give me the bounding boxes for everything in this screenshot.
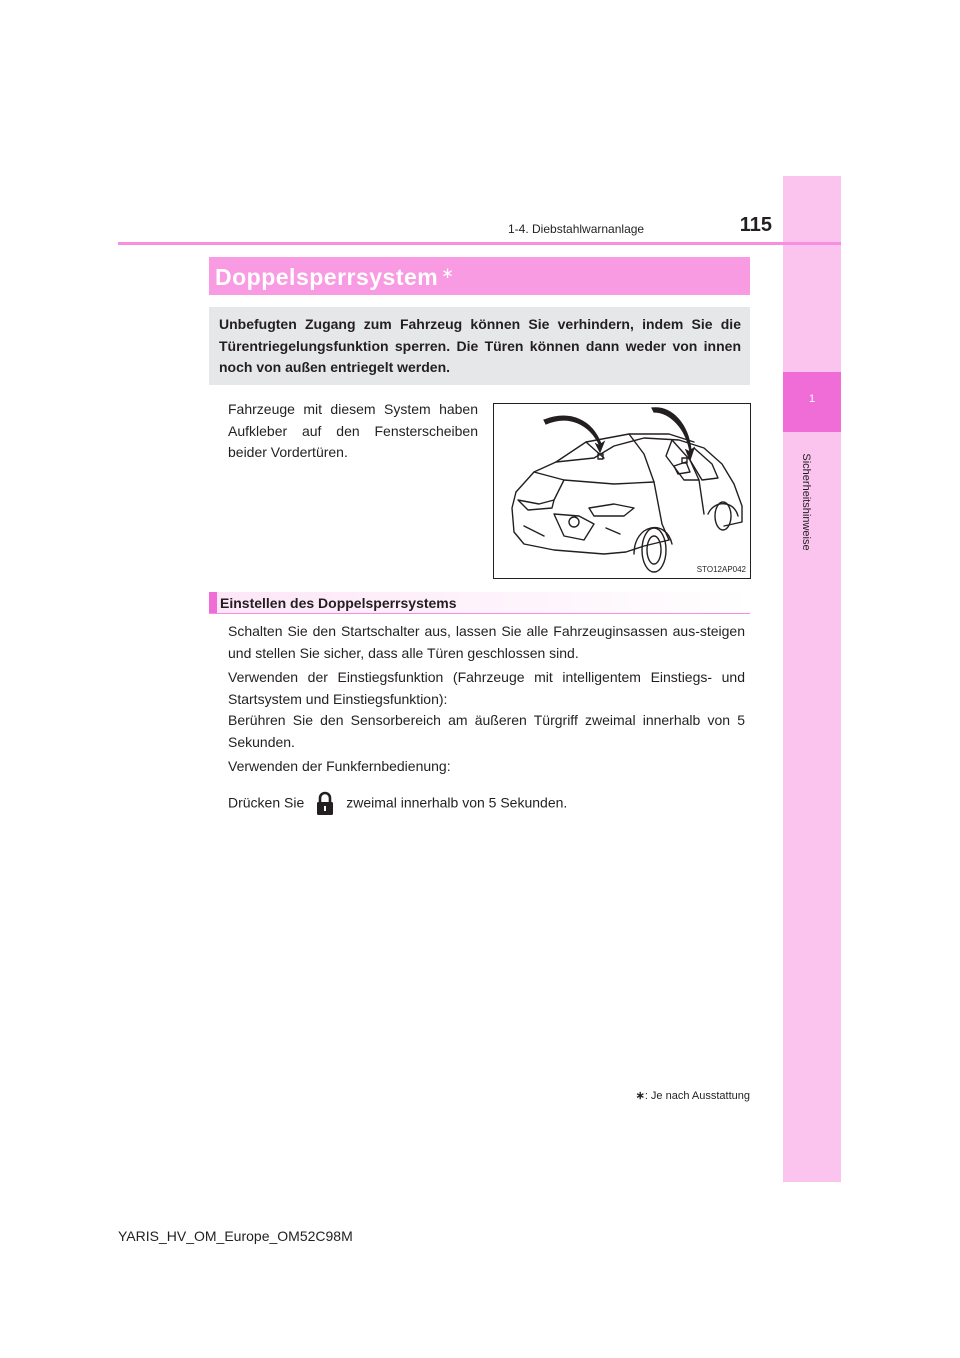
chapter-label: Sicherheitshinweise: [800, 453, 812, 551]
optional-marker: ∗: [441, 265, 455, 282]
page-number: 115: [739, 214, 772, 236]
footnote: [560, 1089, 750, 1102]
page-title: [215, 264, 454, 291]
footnote-marker: ∗: [635, 1090, 645, 1102]
chapter-number: 1: [808, 393, 816, 405]
section-header: 1-4. Diebstahlwarnanlage: [508, 222, 645, 236]
step-3-after: zweimal innerhalb von 5 Sekunden.: [346, 794, 568, 811]
sticker-note: Fahrzeuge mit diesem System haben Aufkleber auf den Fensterscheiben beider Vordertüren.: [228, 401, 478, 460]
subheading-rule: [209, 613, 750, 614]
footnote-text: : Je nach Ausstattung: [644, 1090, 750, 1102]
step-1-text: Schalten Sie den Startschalter aus, lassen Sie alle Fahrzeuginsassen aus-steigen und stellen Sie sicher, dass alle Türen geschlossen sind.: [228, 623, 745, 661]
header-divider: [118, 242, 841, 245]
page-title-text: Doppelsperrsystem: [215, 264, 439, 290]
subheading: Einstellen des Doppelsperrsystems: [220, 595, 457, 611]
car-drawing: [494, 404, 750, 578]
step-3-before: Drücken Sie: [228, 794, 305, 811]
step-2-text: Verwenden der Einstiegsfunktion (Fahrzeuge mit intelligentem Einstiegs- und Startsystem und Einstiegsfunktion): Berühren Sie den Sensorbereich am äußeren Türgriff zweimal innerhalb von 5 Sekunden.: [228, 669, 745, 750]
lock-icon: [312, 790, 338, 818]
chapter-sidebar: [783, 176, 841, 1182]
step-3-text: [228, 790, 745, 818]
subheading-bar: [209, 592, 217, 614]
vehicle-illustration: [493, 403, 751, 579]
figure-code: STO12AP042: [696, 565, 746, 574]
step-3-intro: Verwenden der Funkfernbedienung:: [228, 758, 451, 774]
document-footer: YARIS_HV_OM_Europe_OM52C98M: [118, 1228, 353, 1244]
intro-text: Unbefugten Zugang zum Fahrzeug können Sie verhindern, indem Sie die Türentriegelungsfunktion sperren. Die Türen können dann weder von innen noch von außen entriegelt werden.: [219, 316, 741, 375]
